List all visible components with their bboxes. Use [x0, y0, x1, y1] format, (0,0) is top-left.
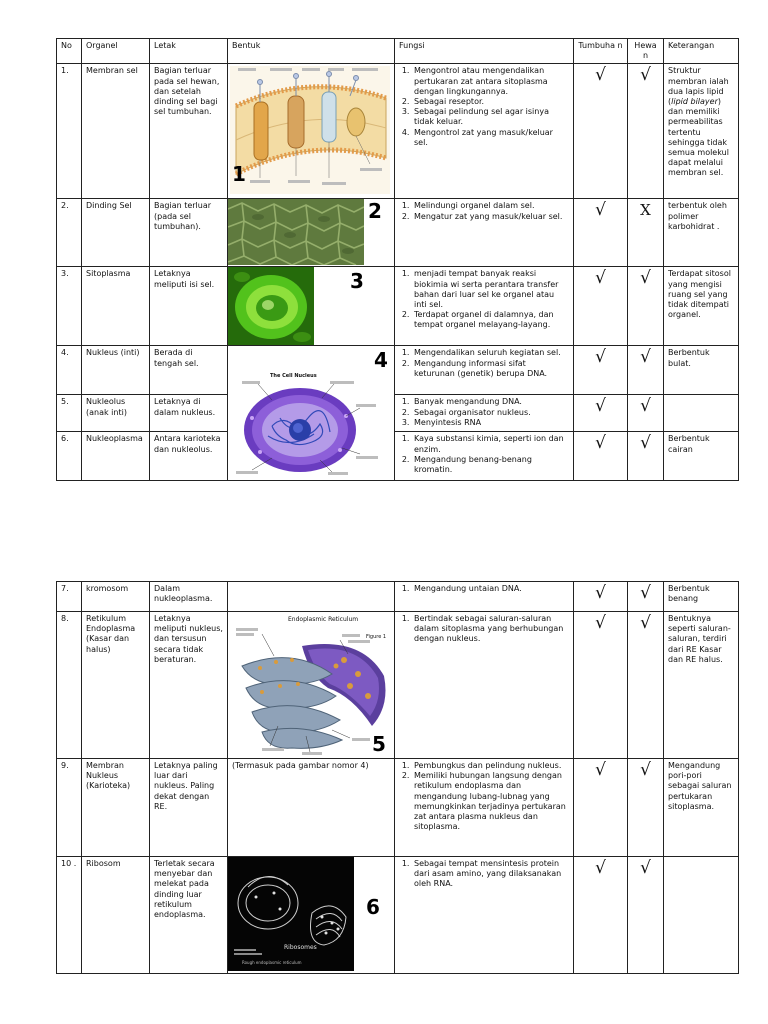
- animal-cross: X: [628, 199, 664, 267]
- keterangan-text: Berbentuk cairan: [664, 432, 739, 481]
- keterangan-empty: [664, 395, 739, 432]
- letak-text: Letaknya di dalam nukleus.: [150, 395, 228, 432]
- bentuk-figure-cell: [228, 199, 395, 267]
- row-number: 4.: [57, 346, 82, 395]
- ribosome-figure-wrap: [228, 857, 394, 973]
- cytoplasm-micrograph: [228, 267, 314, 345]
- fungsi-item: 1. Pembungkus dan pelindung nukleus.: [412, 761, 569, 771]
- header-hewan: Hewa n: [628, 39, 664, 64]
- fungsi-item: 2. Sebagai reseptor.: [412, 97, 569, 107]
- fungsi-item: 2. Terdapat organel di dalamnya, dan tempat organel melayang-layang.: [412, 310, 569, 330]
- bentuk-empty: [228, 582, 395, 612]
- organel-name: Membran sel: [82, 64, 150, 199]
- bentuk-figure-cell: [228, 857, 395, 974]
- letak-text: Letaknya meliputi isi sel.: [150, 267, 228, 346]
- table-row: [57, 64, 739, 199]
- er-figure-caption: Figure 1: [366, 634, 387, 640]
- table-row: [57, 432, 739, 481]
- cell-membrane-illustration: [230, 66, 390, 194]
- plant-check: √: [574, 432, 628, 481]
- fungsi-item: 1. Mengontrol atau mengendalikan pertukaran zat antara sitoplasma dengan lingkungannya.: [412, 66, 569, 97]
- fungsi-item: 1. Mengandung untaian DNA.: [412, 584, 569, 594]
- organel-name: Sitoplasma: [82, 267, 150, 346]
- header-tumbuhan: Tumbuha n: [574, 39, 628, 64]
- keterangan-text: Berbentuk bulat.: [664, 346, 739, 395]
- table-row: [57, 199, 739, 267]
- fungsi-list-cell: [395, 432, 574, 481]
- fungsi-list-cell: [395, 612, 574, 759]
- letak-text: Letaknya meliputi nukleus, dan tersusun secara tidak beraturan.: [150, 612, 228, 759]
- organel-name: Nukleoplasma: [82, 432, 150, 481]
- table-row: [57, 857, 739, 974]
- plant-check: √: [574, 582, 628, 612]
- fungsi-item: 1. Kaya substansi kimia, seperti ion dan enzim.: [412, 434, 569, 454]
- fungsi-item: 3. Sebagai pelindung sel agar isinya tidak keluar.: [412, 107, 569, 127]
- keterangan-text: Berbentuk benang: [664, 582, 739, 612]
- row-number: 8.: [57, 612, 82, 759]
- header-keterangan: Keterangan: [664, 39, 739, 64]
- letak-text: Dalam nukleoplasma.: [150, 582, 228, 612]
- ribosomes-label: Ribosomes: [284, 944, 317, 951]
- fungsi-list: [399, 348, 569, 379]
- nucleus-figure-wrap: [228, 346, 394, 479]
- bentuk-figure-cell: [228, 64, 395, 199]
- animal-check: √: [628, 432, 664, 481]
- organel-name: Nukleolus (anak inti): [82, 395, 150, 432]
- row-number: 7.: [57, 582, 82, 612]
- animal-check: √: [628, 267, 664, 346]
- table-row: [57, 759, 739, 857]
- fungsi-list: [399, 859, 569, 890]
- table-row: [57, 582, 739, 612]
- er-figure-wrap: [228, 612, 394, 758]
- row-number: 5.: [57, 395, 82, 432]
- keterangan-text: Terdapat sitosol yang mengisi ruang sel yang tidak ditempati organel.: [664, 267, 739, 346]
- fungsi-item: 4. Mengontrol zat yang masuk/keluar sel.: [412, 128, 569, 148]
- cell-nucleus-illustration: [232, 378, 382, 478]
- fungsi-list-cell: [395, 64, 574, 199]
- organel-name: Membran Nukleus (Karioteka): [82, 759, 150, 857]
- figure-number-3: 3: [350, 269, 364, 294]
- fungsi-list-cell: [395, 759, 574, 857]
- letak-text: Berada di tengah sel.: [150, 346, 228, 395]
- fungsi-item: 2. Mengandung informasi sifat keturunan (genetik) berupa DNA.: [412, 359, 569, 379]
- fungsi-list-cell: [395, 199, 574, 267]
- fungsi-list: [399, 434, 569, 475]
- keterangan-text: terbentuk oleh polimer karbohidrat .: [664, 199, 739, 267]
- ribosome-illustration: [228, 857, 354, 971]
- table-header-row: [57, 39, 739, 64]
- organel-name: Ribosom: [82, 857, 150, 974]
- fungsi-item: 2. Memiliki hubungan langsung dengan retikulum endoplasma dan mengandung lubang-lubnag yang memungkinkan terjadinya pertukaran zat antara plasma nukleus dan sitoplasma.: [412, 771, 569, 832]
- fungsi-list: [399, 761, 569, 832]
- fungsi-list: [399, 201, 569, 221]
- keterangan-text: [664, 64, 739, 199]
- bentuk-figure-cell: [228, 267, 395, 346]
- keterangan-text: Bentuknya seperti saluran-saluran, terdiri dari RE Kasar dan RE halus.: [664, 612, 739, 759]
- bentuk-text: (Termasuk pada gambar nomor 4): [228, 759, 395, 857]
- figure-number-2: 2: [368, 199, 382, 224]
- fungsi-list-cell: [395, 857, 574, 974]
- rough-er-label: Rough endoplasmic reticulum: [242, 960, 302, 965]
- row-number: 2.: [57, 199, 82, 267]
- table-row: [57, 612, 739, 759]
- plant-check: √: [574, 346, 628, 395]
- row-number: 1.: [57, 64, 82, 199]
- fungsi-item: 2. Mengandung benang-benang kromatin.: [412, 455, 569, 475]
- bentuk-figure-cell: [228, 346, 395, 481]
- letak-text: Letaknya paling luar dari nukleus. Paling dekat dengan RE.: [150, 759, 228, 857]
- fungsi-item: 1. menjadi tempat banyak reaksi biokimia wi serta perantara transfer bahan dari luar sel ke organel atau inti sel.: [412, 269, 569, 310]
- figure-number-4: 4: [374, 348, 388, 373]
- row-number: 9.: [57, 759, 82, 857]
- fungsi-list-cell: [395, 582, 574, 612]
- fungsi-item: 2. Mengatur zat yang masuk/keluar sel.: [412, 212, 569, 222]
- letak-text: Terletak secara menyebar dan melekat pada dinding luar retikulum endoplasma.: [150, 857, 228, 974]
- header-bentuk: Bentuk: [228, 39, 395, 64]
- animal-check: √: [628, 64, 664, 199]
- row-number: 6.: [57, 432, 82, 481]
- plant-check: √: [574, 857, 628, 974]
- figure-number-6: 6: [366, 895, 380, 919]
- plant-check: √: [574, 395, 628, 432]
- fungsi-list: [399, 584, 569, 594]
- animal-check: √: [628, 857, 664, 974]
- organel-name: Dinding Sel: [82, 199, 150, 267]
- fungsi-list: [399, 614, 569, 645]
- keterangan-text: Mengandung pori-pori sebagai saluran pertukaran sitoplasma.: [664, 759, 739, 857]
- fungsi-item: 1. Sebagai tempat mensintesis protein dari asam amino, yang dilaksanakan oleh RNA.: [412, 859, 569, 890]
- animal-check: √: [628, 582, 664, 612]
- figure-number-1: 1: [232, 162, 246, 187]
- header-no: No: [57, 39, 82, 64]
- header-letak: Letak: [150, 39, 228, 64]
- er-figure-title: Endoplasmic Reticulum: [288, 616, 359, 623]
- fungsi-list-cell: [395, 346, 574, 395]
- fungsi-list: [399, 397, 569, 428]
- header-organel: Organel: [82, 39, 150, 64]
- fungsi-list: [399, 66, 569, 148]
- keterangan-italic: lipid bilayer: [671, 97, 718, 107]
- header-fungsi: Fungsi: [395, 39, 574, 64]
- cell-wall-micrograph: [228, 199, 364, 265]
- fungsi-item: 1. Banyak mengandung DNA.: [412, 397, 569, 407]
- fungsi-item: 2. Sebagai organisator nukleus.: [412, 408, 569, 418]
- organel-name: Nukleus (inti): [82, 346, 150, 395]
- plant-check: √: [574, 759, 628, 857]
- fungsi-list: [399, 269, 569, 330]
- table-row: [57, 395, 739, 432]
- fungsi-list-cell: [395, 395, 574, 432]
- organelle-table-page-2: [56, 581, 739, 974]
- fungsi-item: 1. Melindungi organel dalam sel.: [412, 201, 569, 211]
- animal-check: √: [628, 395, 664, 432]
- organel-name: kromosom: [82, 582, 150, 612]
- letak-text: Antara karioteka dan nukleolus.: [150, 432, 228, 481]
- keterangan-part: Struktur membran ialah dua lapis lipid (: [668, 66, 729, 107]
- organelle-table-page-1: [56, 38, 739, 481]
- animal-check: √: [628, 346, 664, 395]
- plant-check: √: [574, 64, 628, 199]
- nucleus-figure-title: The Cell Nucleus: [270, 373, 317, 380]
- row-number: 10 .: [57, 857, 82, 974]
- letak-text: Bagian terluar pada sel hewan, dan setelah dinding sel bagi sel tumbuhan.: [150, 64, 228, 199]
- plant-check: √: [574, 267, 628, 346]
- bentuk-figure-cell: [228, 612, 395, 759]
- fungsi-list-cell: [395, 267, 574, 346]
- endoplasmic-reticulum-illustration: [232, 626, 392, 756]
- fungsi-item: 3. Menyintesis RNA: [412, 418, 569, 428]
- table-row: [57, 267, 739, 346]
- plant-check: √: [574, 199, 628, 267]
- animal-check: √: [628, 612, 664, 759]
- plant-check: √: [574, 612, 628, 759]
- keterangan-part: ) dan memiliki permeabilitas tertentu sehingga tidak semua molekul dapat melalui membran sel.: [668, 97, 729, 178]
- row-number: 3.: [57, 267, 82, 346]
- keterangan-empty: [664, 857, 739, 974]
- fungsi-item: 1. Bertindak sebagai saluran-saluran dalam sitoplasma yang berhubungan dengan nukleus.: [412, 614, 569, 645]
- organel-name: Retikulum Endoplasma (Kasar dan halus): [82, 612, 150, 759]
- fungsi-item: 1. Mengendalikan seluruh kegiatan sel.: [412, 348, 569, 358]
- letak-text: Bagian terluar (pada sel tumbuhan).: [150, 199, 228, 267]
- animal-check: √: [628, 759, 664, 857]
- figure-number-5: 5: [372, 732, 386, 756]
- table-row: [57, 346, 739, 395]
